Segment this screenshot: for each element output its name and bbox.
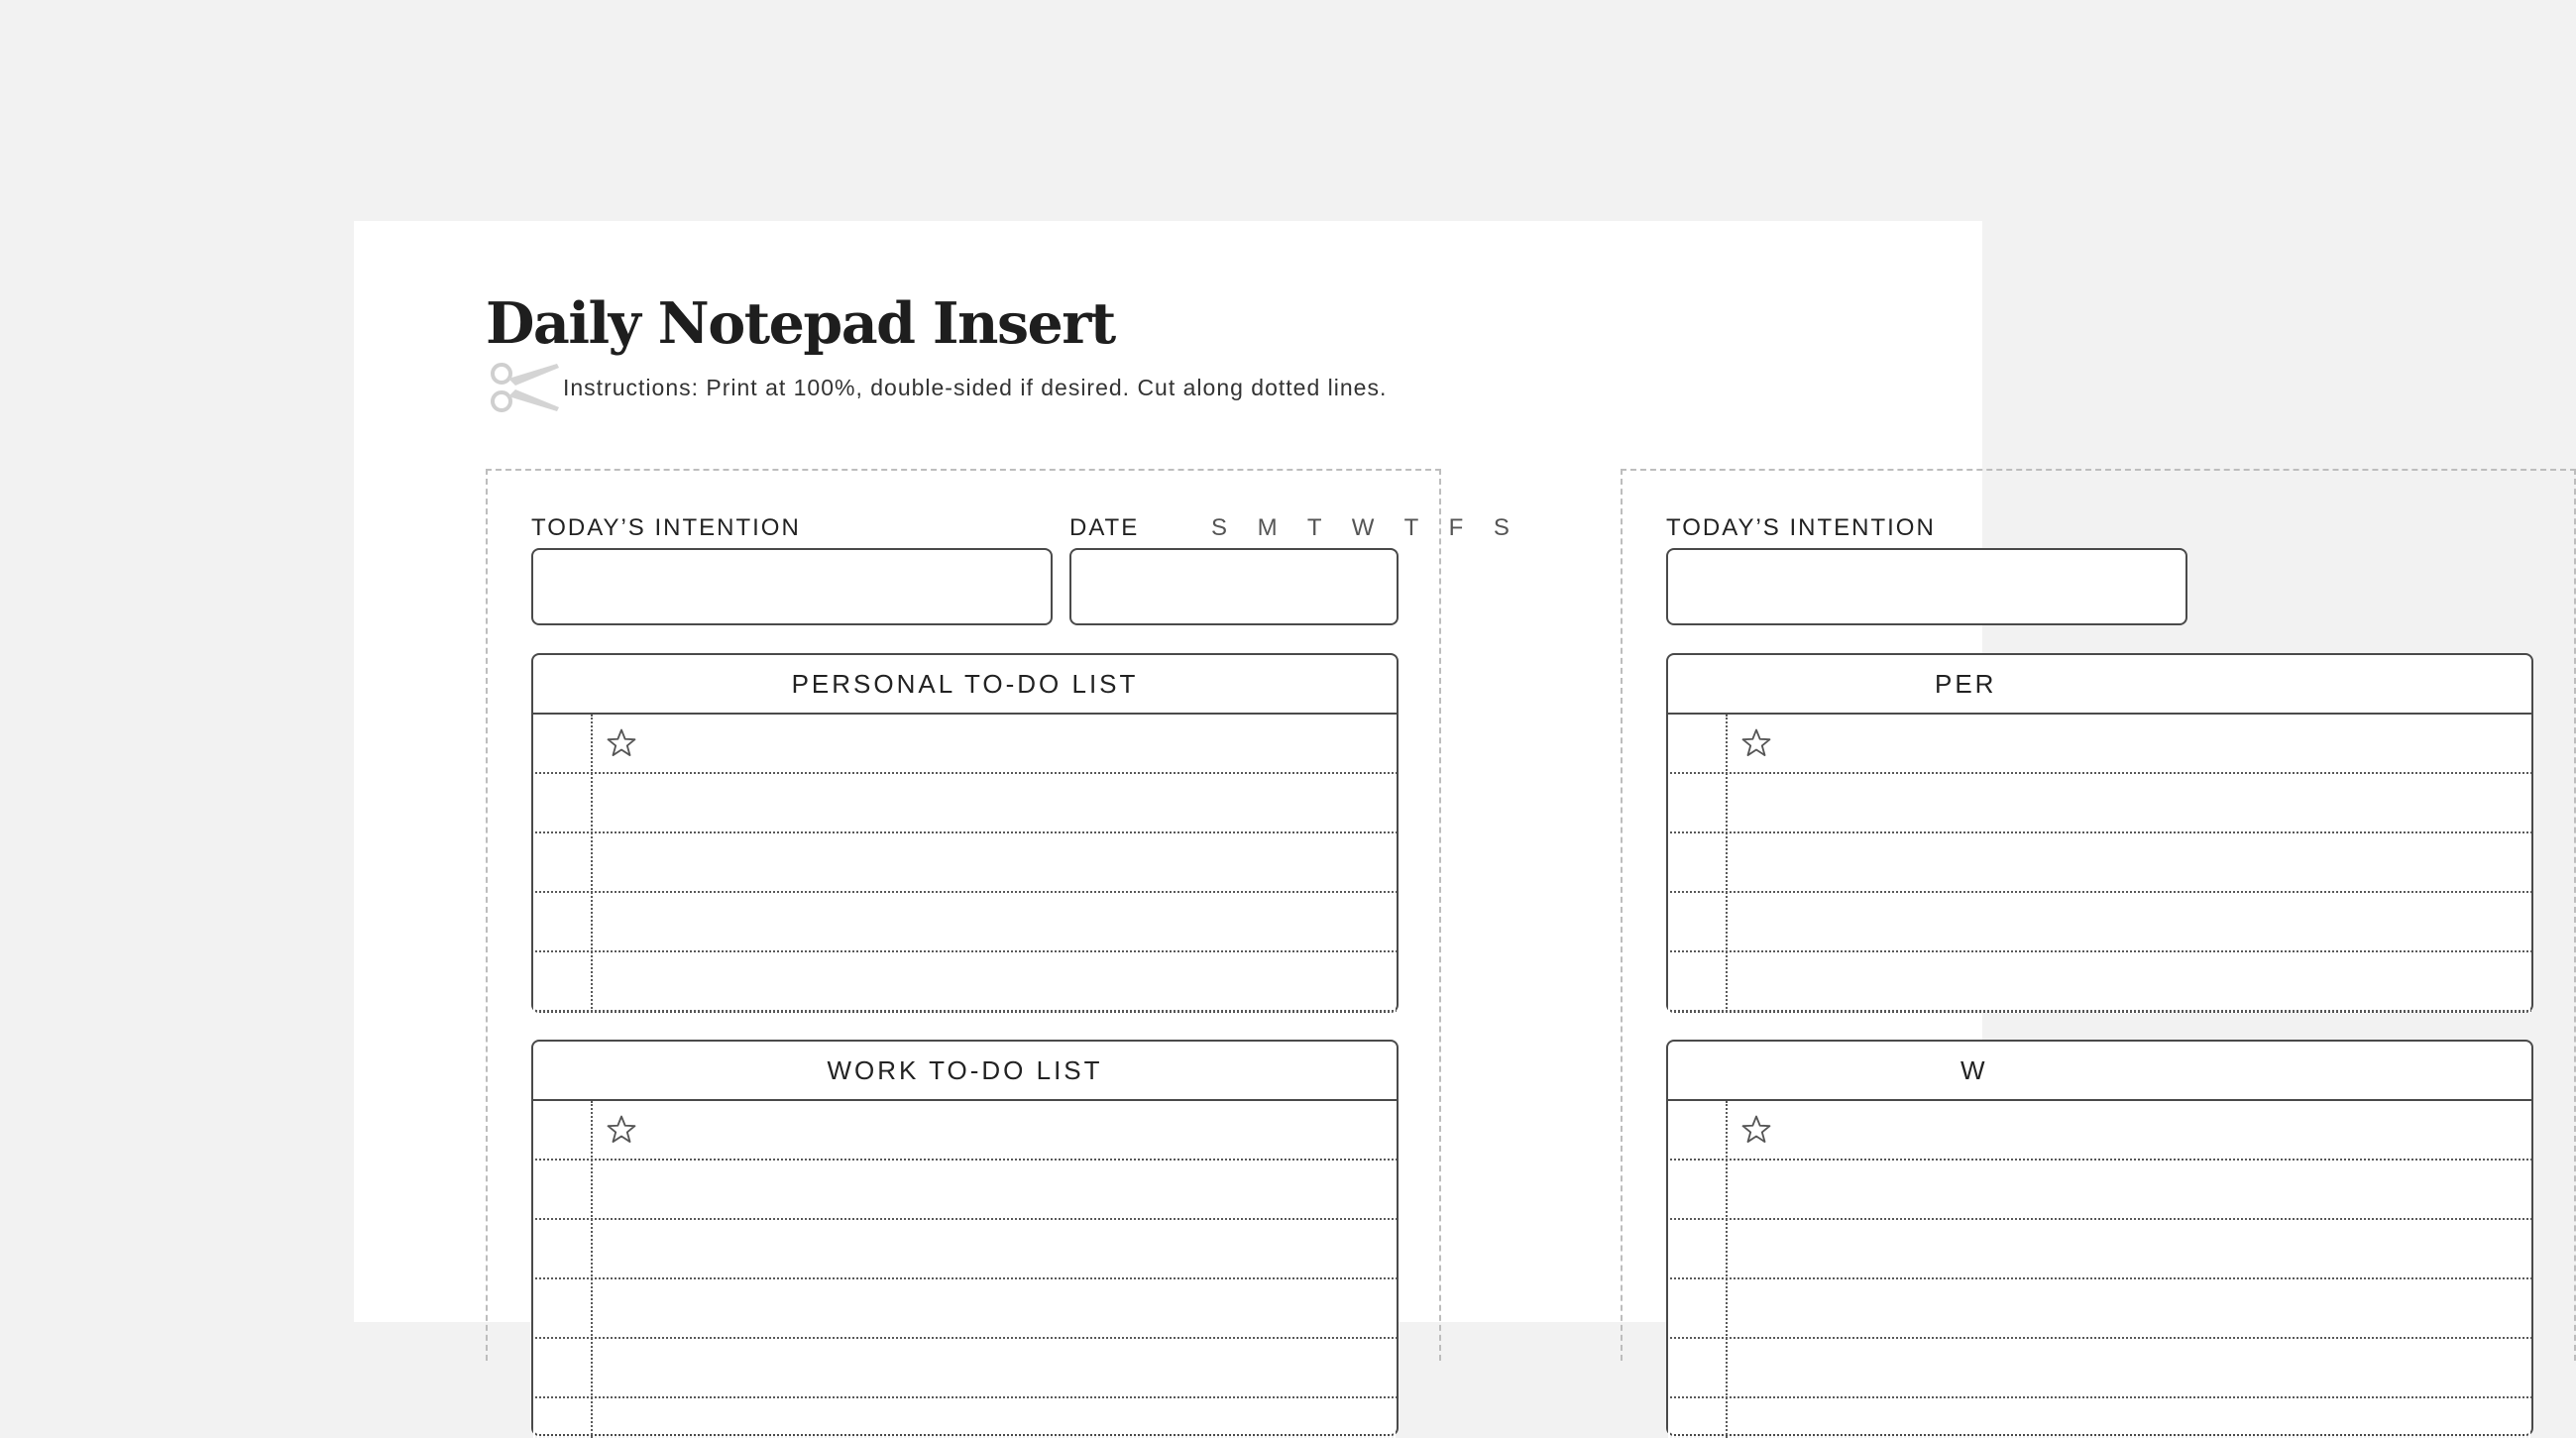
insert-left: [486, 469, 1521, 1361]
insert-right: [1621, 469, 2576, 1361]
work-todo-lines[interactable]: [533, 1101, 1397, 1438]
work-todo-title: WORK TO-DO LIST: [533, 1042, 1397, 1101]
star-icon: [1739, 1113, 1773, 1147]
personal-todo-title: PERSONAL TO-DO LIST: [533, 655, 1397, 715]
checkbox-margin: [1726, 715, 1728, 1013]
page-title: Daily Notepad Insert: [486, 290, 1115, 357]
intention-field[interactable]: [531, 548, 1053, 625]
scissors-icon: [486, 360, 559, 415]
star-icon: [605, 1113, 638, 1147]
instructions: [486, 360, 1387, 415]
star-icon: [605, 726, 638, 760]
date-field[interactable]: [1069, 548, 1399, 625]
intention-field[interactable]: [1666, 548, 2187, 625]
star-icon: [1739, 726, 1773, 760]
checkbox-margin: [591, 715, 593, 1013]
intention-label: TODAY’S INTENTION: [1666, 514, 1936, 541]
weekday-selector[interactable]: S M T W T F S: [1211, 514, 1521, 541]
instructions-text: Instructions: Print at 100%, double-sided if desired. Cut along dotted lines.: [563, 374, 1388, 400]
personal-todo-list: [1666, 653, 2533, 1013]
checkbox-margin: [591, 1101, 593, 1438]
personal-todo-title: PER: [1668, 655, 2531, 715]
personal-todo-lines[interactable]: [533, 715, 1397, 1013]
work-todo-list: [1666, 1040, 2533, 1436]
personal-todo-list: [531, 653, 1399, 1013]
work-todo-title: W: [1668, 1042, 2531, 1101]
date-label: DATE: [1069, 514, 1140, 541]
checkbox-margin: [1726, 1101, 1728, 1438]
work-todo-list: [531, 1040, 1399, 1436]
personal-todo-lines[interactable]: [1668, 715, 2531, 1013]
printable-page: [354, 221, 1997, 1322]
work-todo-lines[interactable]: [1668, 1101, 2531, 1438]
intention-label: TODAY’S INTENTION: [531, 514, 801, 541]
